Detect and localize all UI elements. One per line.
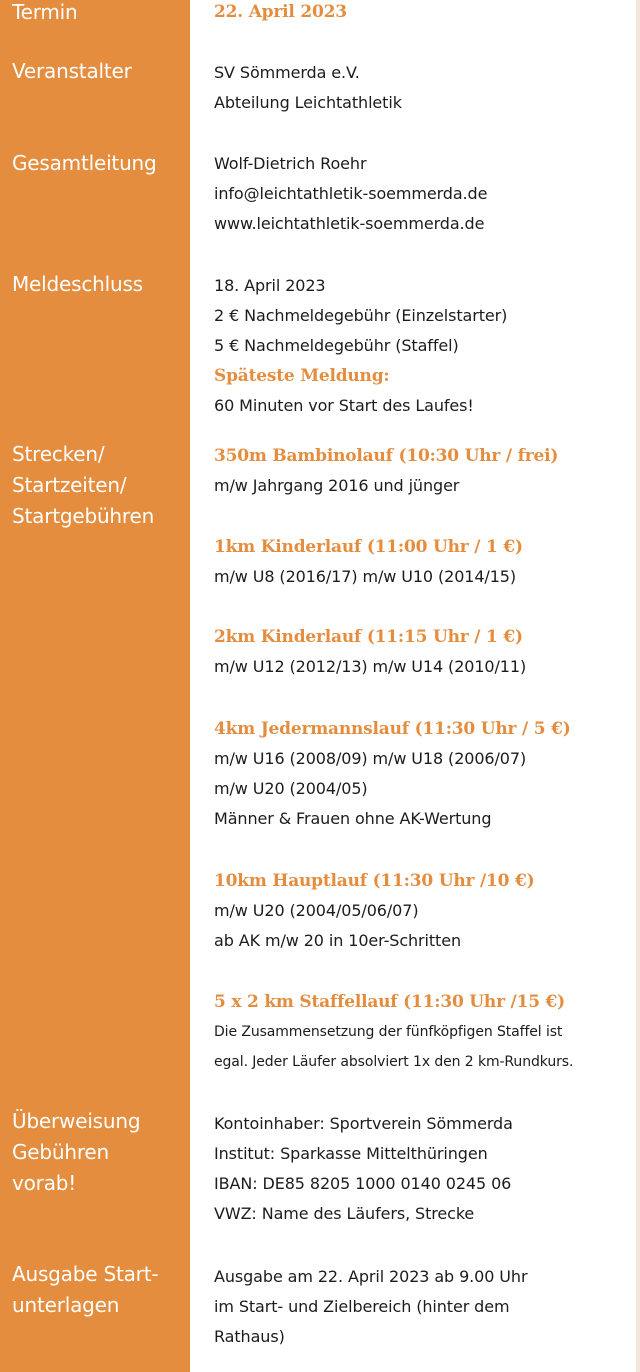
ausgabe-content: Ausgabe am 22. April 2023 ab 9.00 Uhr im Start- und Zielbereich (hinter dem Rathaus)	[214, 1267, 528, 1346]
gesamtleitung-content: Wolf-Dietrich Roehr info@leichtathletik-soemmerda.de www.leichtathletik-soemmerda.de	[214, 149, 487, 239]
label-ausgabe: Ausgabe Start- unterlagen	[12, 1262, 159, 1317]
label-gesamtleitung: Gesamtleitung	[12, 151, 157, 175]
page-edge	[636, 0, 640, 1372]
label-meldeschluss: Meldeschluss	[12, 272, 143, 296]
race-jedermannslauf: 4km Jedermannslauf (11:30 Uhr / 5 €) m/w U16 (2008/09) m/w U18 (2006/07) m/w U20 (2004/05) Männer & Frauen ohne AK-Wertung	[214, 719, 571, 828]
race-hauptlauf: 10km Hauptlauf (11:30 Uhr /10 €) m/w U20 (2004/05/06/07) ab AK m/w 20 in 10er-Schritten	[214, 871, 535, 950]
website-text: www.leichtathletik-soemmerda.de	[214, 214, 485, 233]
termin-content	[214, 0, 347, 27]
race-2km-kinderlauf: 2km Kinderlauf (11:15 Uhr / 1 €) m/w U12 (2012/13) m/w U14 (2010/11)	[214, 627, 527, 676]
race-staffellauf: 5 x 2 km Staffellauf (11:30 Uhr /15 €) Die Zusammensetzung der fünfköpfigen Staffel ist egal. Jeder Läufer absolviert 1x den 2 km-Rundkurs.	[214, 992, 574, 1070]
veranstalter-content: SV Sömmerda e.V. Abteilung Leichtathletik	[214, 63, 402, 112]
race-bambinolauf: 350m Bambinolauf (10:30 Uhr / frei) m/w Jahrgang 2016 und jünger	[214, 446, 559, 495]
meldeschluss-content: 18. April 2023 2 € Nachmeldegebühr (Einzelstarter) 5 € Nachmeldegebühr (Staffel) Späteste Meldung: 60 Minuten vor Start des Laufes!	[214, 276, 508, 415]
label-termin: Termin	[12, 0, 78, 24]
late-registration-heading: Späteste Meldung:	[214, 366, 390, 386]
race-1km-kinderlauf: 1km Kinderlauf (11:00 Uhr / 1 €) m/w U8 (2016/17) m/w U10 (2014/15)	[214, 537, 523, 586]
email-text: info@leichtathletik-soemmerda.de	[214, 184, 488, 203]
label-veranstalter: Veranstalter	[12, 59, 132, 83]
label-strecken: Strecken/ Startzeiten/ Startgebühren	[12, 442, 155, 528]
termin-date: 22. April 2023	[214, 2, 347, 22]
label-ueberweisung: Überweisung Gebühren vorab!	[12, 1109, 141, 1195]
bank-details: Kontoinhaber: Sportverein Sömmerda Institut: Sparkasse Mittelthüringen IBAN: DE85 8205 1000 0140 0245 06 VWZ: Name des Läufers, Strecke	[214, 1114, 513, 1223]
